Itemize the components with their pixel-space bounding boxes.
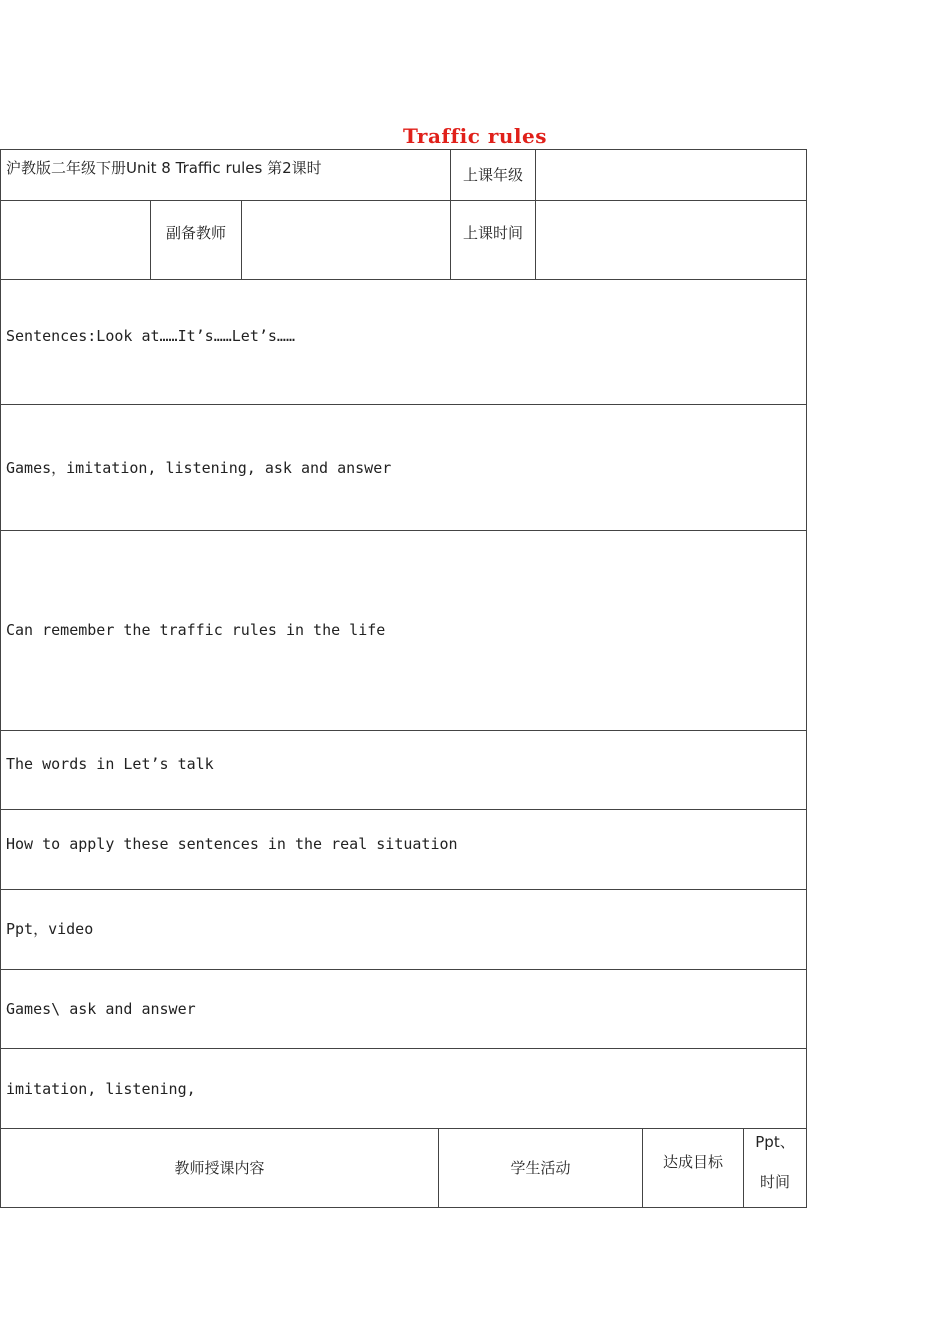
table-line: [0, 404, 807, 405]
table-line: [0, 279, 807, 280]
goal-header: 达成目标: [662, 1153, 723, 1171]
table-line: [0, 889, 807, 890]
table-line: [0, 1207, 807, 1208]
grade-value: [536, 150, 806, 200]
teaching-methods: Games，imitation, listening, ask and answer: [6, 459, 392, 477]
table-line: [0, 530, 807, 531]
grade-label: 上课年级: [462, 166, 523, 184]
document-title: Traffic rules: [402, 124, 548, 148]
ppt-time-header-line1: Ppt、: [755, 1133, 795, 1151]
teaching-aids: Ppt，video: [6, 920, 94, 938]
key-sentences: Sentences:Look at……It’s……Let’s……: [6, 327, 295, 345]
table-line: [806, 149, 807, 1208]
difficult-points: How to apply these sentences in the real situation: [6, 835, 458, 853]
table-line: [0, 149, 1, 1208]
key-points: The words in Let’s talk: [6, 755, 214, 773]
table-line: [0, 809, 807, 810]
table-line: [0, 730, 807, 731]
activity-design: Games\ ask and answer: [6, 1000, 196, 1018]
student-activity-header: 学生活动: [510, 1159, 571, 1177]
teacher-content-header: 教师授课内容: [174, 1159, 265, 1177]
learning-methods: imitation, listening,: [6, 1080, 196, 1098]
course-title: 沪教版二年级下册Unit 8 Traffic rules 第2课时: [6, 159, 322, 177]
table-line: [0, 1048, 807, 1049]
time-label: 上课时间: [462, 224, 523, 242]
co-teacher-label: 副备教师: [165, 224, 226, 242]
ppt-time-header-line2: 时间: [759, 1173, 790, 1191]
teaching-objective: Can remember the traffic rules in the life: [6, 621, 386, 639]
time-value: [536, 201, 806, 265]
table-line: [0, 969, 807, 970]
co-teacher-value: [242, 201, 450, 265]
